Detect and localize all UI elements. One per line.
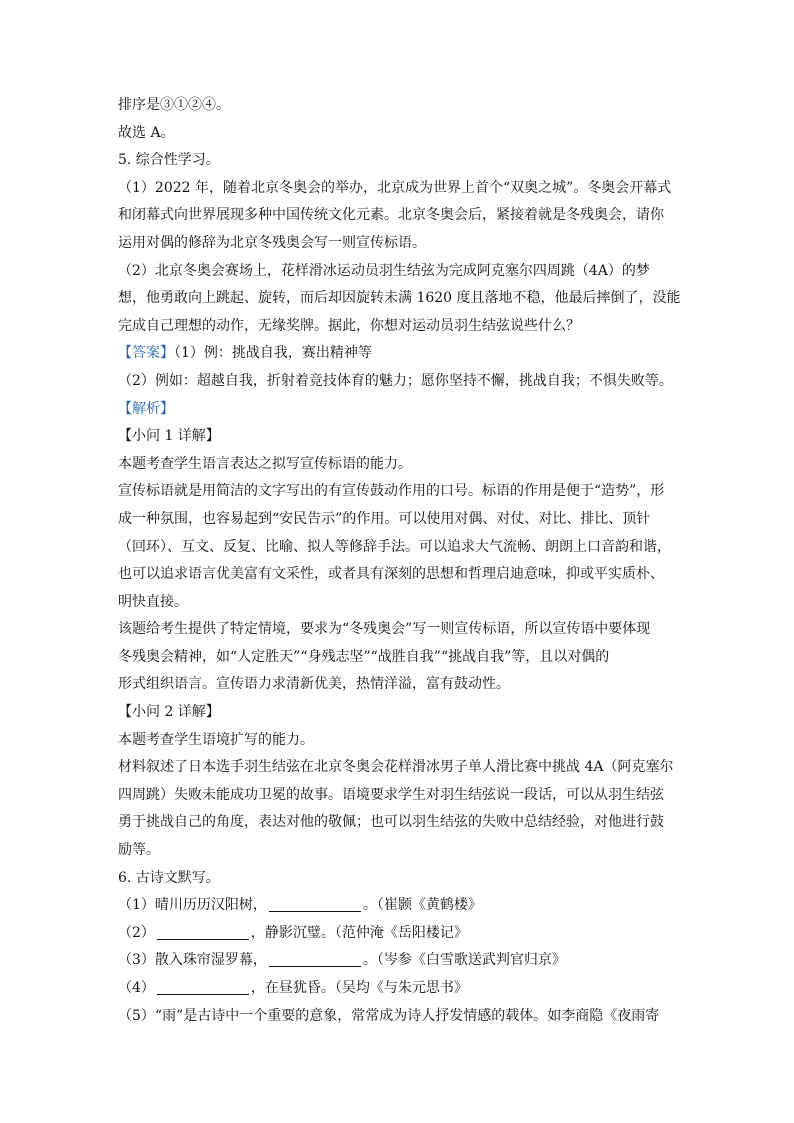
analysis-tag: 【解析】 <box>118 400 174 417</box>
text-line: （回环）、互文、反复、比喻、拟人等修辞手法。可以追求大气流畅、朗朗上口音韵和谐， <box>118 538 671 555</box>
analysis-line <box>118 396 678 424</box>
fill-in-item: （2） ，静影沉璧。（范仲淹《岳阳楼记》 <box>118 924 468 941</box>
text-line: 也可以追求语言优美富有文采性，或者具有深刻的思想和哲理启迪意味，抑或平实质朴、 <box>118 566 664 583</box>
text-line: 励等。 <box>118 842 160 859</box>
fill-in-blank[interactable] <box>269 895 361 912</box>
text-line: 冬残奥会精神，如“人定胜天”“身残志坚”“战胜自我”“挑战自我”等，且以对偶的 <box>118 648 610 665</box>
text-line: （5）“雨”是古诗中一个重要的意象，常常成为诗人抒发情感的载体。如李商隐《夜雨寄 <box>118 1007 660 1024</box>
text-line: 四周跳）失败未能成功卫冕的故事。语境要求学生对羽生结弦说一段话，可以从羽生结弦 <box>118 786 664 803</box>
question-heading: 6. 古诗文默写。 <box>118 869 220 886</box>
subquestion-heading: 【小问 1 详解】 <box>118 428 220 445</box>
fill-in-item: （4） ，在昼犹昏。（吴均《与朱元思书》 <box>118 980 468 996</box>
text-line: 本题考查学生语言表达之拟写宣传标语的能力。 <box>118 455 412 472</box>
fill-in-item: （1）晴川历历汉阳树， 。（崔颢《黄鹤楼》 <box>118 897 482 914</box>
text-line: 和闭幕式向世界展现多种中国传统文化元素。北京冬奥会后，紧接着就是冬残奥会，请你 <box>118 207 664 224</box>
fill-in-item: （3）散入珠帘湿罗幕， 。（岑参《白雪歌送武判官归京》 <box>118 952 566 969</box>
text-line: 宣传标语就是用简洁的文字写出的有宣传鼓动作用的口号。标语的作用是便于“造势”，形 <box>118 483 665 500</box>
fill-in-blank[interactable] <box>157 923 249 940</box>
text-line: 形式组织语言。宣传语力求清新优美，热情洋溢，富有鼓动性。 <box>118 676 510 693</box>
text-line: 勇于挑战自己的角度，表达对他的敬佩；也可以羽生结弦的失败中总结经验，对他进行鼓 <box>118 814 664 831</box>
text-line: 材料叙述了日本选手羽生结弦在北京冬奥会花样滑冰男子单人滑比赛中挑战 4A（阿克塞尔 <box>118 759 674 776</box>
text-line: 成一种氛围，也容易起到“安民告示”的作用。可以使用对偶、对仗、对比、排比、顶针 <box>118 510 651 527</box>
question-heading: 5. 综合性学习。 <box>118 152 220 169</box>
text-line: （2）北京冬奥会赛场上，花样滑冰运动员羽生结弦为完成阿克塞尔四周跳（4A）的梦 <box>118 262 650 279</box>
text-line: 完成自己理想的动作，无缘奖牌。据此，你想对运动员羽生结弦说些什么？ <box>118 317 580 334</box>
text-line: 该题给考生提供了特定情境，要求为“冬残奥会”写一则宣传标语，所以宣传语中要体现 <box>118 621 651 638</box>
document-page <box>118 92 681 1030</box>
text-line: 故选 A。 <box>118 124 175 141</box>
text-line: 运用对偶的修辞为北京冬残奥会写一则宣传标语。 <box>118 234 426 251</box>
text-line: 本题考查学生语境扩写的能力。 <box>118 731 314 748</box>
answer-tag: 【答案】 <box>118 345 174 362</box>
fill-in-blank[interactable] <box>269 950 361 967</box>
text-line: （1）2022 年，随着北京冬奥会的举办，北京成为世界上首个“双奥之城”。冬奥会开幕式 <box>118 179 672 196</box>
answer-line-2: （2）例如：超越自我，折射着竞技体育的魅力；愿你坚持不懈，挑战自我；不惧失败等。 <box>118 372 673 389</box>
fill-in-blank[interactable] <box>157 978 249 995</box>
text-line: 想，他勇敢向上跳起、旋转，而后却因旋转未满 1620 度且落地不稳，他最后摔倒了，没能 <box>118 290 681 307</box>
answer-text: （1）例：挑战自我，赛出精神等 <box>174 345 372 362</box>
text-line: 排序是③①②④。 <box>118 97 230 113</box>
answer-line <box>118 340 678 368</box>
subquestion-heading: 【小问 2 详解】 <box>118 704 220 721</box>
text-line: 明快直接。 <box>118 593 188 610</box>
